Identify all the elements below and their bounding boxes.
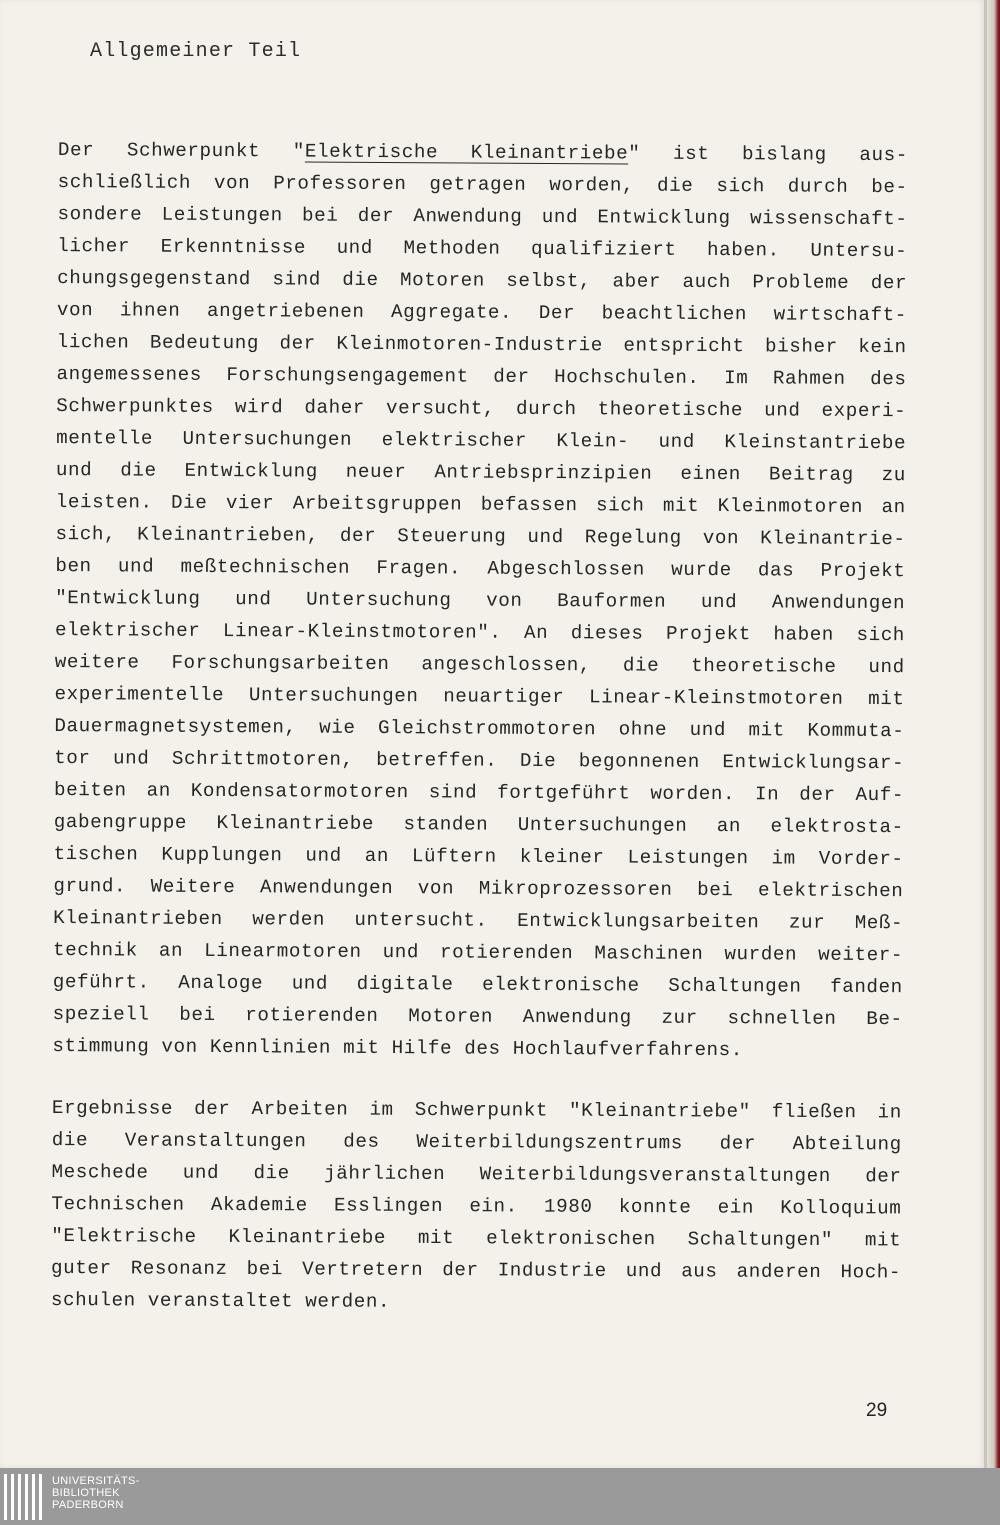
page-number: 29 [866, 1400, 888, 1421]
text-line: beiten an Kondensatormotoren sind fortgeführt worden. In der Auf- [53, 778, 905, 807]
text-line: leisten. Die vier Arbeitsgruppen befassen sich mit Kleinmotoren an [55, 490, 906, 519]
paragraph-2 [51, 1092, 902, 1320]
text-line: gabengruppe Kleinantriebe standen Untersuchungen an elektrosta- [53, 810, 904, 839]
text-line: angemessenes Forschungsengagement der Hochschulen. Im Rahmen des [56, 362, 907, 391]
text-line: Ergebnisse der Arbeiten im Schwerpunkt "Kleinantriebe" fließen in [51, 1096, 902, 1124]
text-line: von ihnen angetriebenen Aggregate. Der beachtlichen wirtschaft- [56, 298, 907, 327]
paragraph-1 [52, 134, 908, 1067]
text-line: tor und Schrittmotoren, betreffen. Die begonnenen Entwicklungsar- [54, 746, 905, 775]
text-line: "Elektrische Kleinantriebe mit elektronischen Schaltungen" mit [51, 1224, 902, 1252]
underlined-term: Elektrische Kleinantriebe [304, 140, 629, 165]
text-line: chungsgegenstand sind die Motoren selbst, aber auch Probleme der [57, 266, 908, 295]
book-edge [987, 0, 1000, 1468]
text-line: licher Erkenntnisse und Methoden qualifiziert haben. Untersu- [57, 234, 908, 263]
text-line: speziell bei rotierenden Motoren Anwendung zur schnellen Be- [52, 1002, 903, 1031]
text-line: "Entwicklung und Untersuchung von Bauformen und Anwendungen [55, 586, 906, 615]
library-footer [0, 1468, 1000, 1525]
text-line: guter Resonanz bei Vertretern der Industrie und aus anderen Hoch- [51, 1256, 902, 1284]
library-logo-icon [4, 1474, 44, 1520]
text-line: die Veranstaltungen des Weiterbildungszentrums der Abteilung [51, 1128, 902, 1156]
text-line: Meschede und die jährlichen Weiterbildungsveranstaltungen der [51, 1160, 902, 1188]
text-line: ben und meßtechnischen Fragen. Abgeschlossen wurde das Projekt [55, 554, 906, 583]
text-line: sondere Leistungen bei der Anwendung und Entwicklung wissenschaft- [57, 202, 908, 231]
text-line: weitere Forschungsarbeiten angeschlossen, die theoretische und [54, 650, 905, 679]
text-line: Technischen Akademie Esslingen ein. 1980 konnte ein Kolloquium [51, 1192, 902, 1220]
library-name: UNIVERSITÄTS- BIBLIOTHEK PADERBORN [52, 1475, 140, 1511]
text-line: mentelle Untersuchungen elektrischer Klein- und Kleinstantriebe [56, 426, 907, 455]
text-line: Kleinantrieben werden untersucht. Entwicklungsarbeiten zur Meß- [53, 906, 904, 935]
text-line: stimmung von Kennlinien mit Hilfe des Hochlaufverfahrens. [52, 1034, 744, 1062]
text-line: schließlich von Professoren getragen worden, die sich durch be- [57, 170, 908, 199]
text-line: Der Schwerpunkt "Elektrische Kleinantriebe" ist bislang aus- [57, 138, 908, 167]
text-line: elektrischer Linear-Kleinstmotoren". An dieses Projekt haben sich [54, 618, 906, 647]
text-line: sich, Kleinantrieben, der Steuerung und Regelung von Kleinantrie- [55, 522, 906, 551]
text-line: lichen Bedeutung der Kleinmotoren-Industrie entspricht bisher kein [56, 330, 907, 359]
text-line: technik an Linearmotoren und rotierenden Maschinen wurden weiter- [52, 938, 904, 967]
text-line: geführt. Analoge und digitale elektronische Schaltungen fanden [52, 970, 903, 999]
text-line: Schwerpunktes wird daher versucht, durch theoretische und experi- [56, 394, 907, 423]
running-header: Allgemeiner Teil [90, 40, 302, 63]
text-line: und die Entwicklung neuer Antriebsprinzipien einen Beitrag zu [55, 458, 906, 487]
text-line: experimentelle Untersuchungen neuartiger Linear-Kleinstmotoren mit [54, 682, 905, 711]
text-line: grund. Weitere Anwendungen von Mikroprozessoren bei elektrischen [53, 874, 904, 903]
text-line: tischen Kupplungen und an Lüftern kleiner Leistungen im Vorder- [53, 842, 904, 871]
text-line: Dauermagnetsystemen, wie Gleichstrommotoren ohne und mit Kommuta- [54, 714, 905, 743]
text-line: schulen veranstaltet werden. [50, 1288, 391, 1313]
